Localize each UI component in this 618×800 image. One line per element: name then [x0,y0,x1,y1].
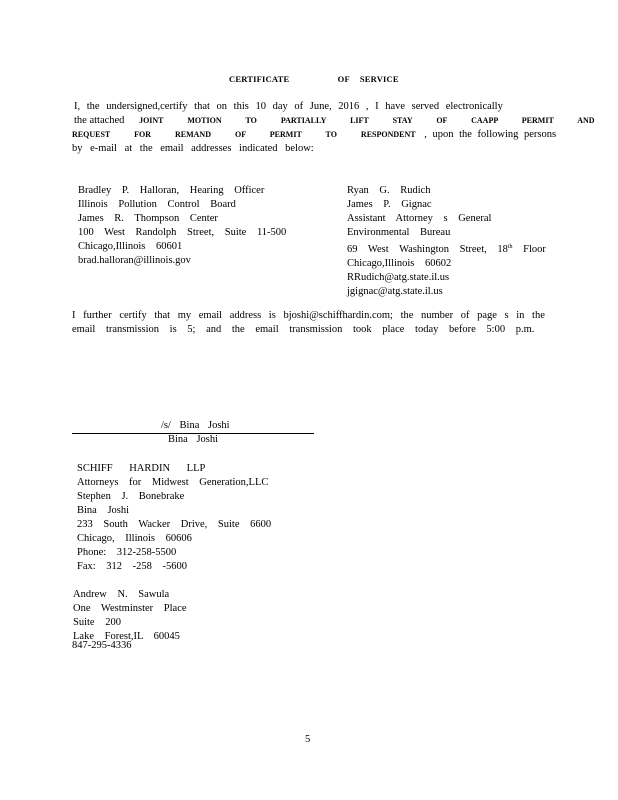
further-certify-line-2: email transmission is 5; and the email transmission took place today before 5:00 p.m. [72,324,535,335]
second-attorney-name: Andrew N. Sawula [73,589,170,600]
title-word-certificate: CERTIFICATE [229,74,290,84]
street-ordinal-suffix: th [507,244,513,250]
intro-line-2-prefix: the attached [74,115,125,126]
intro-line-2 [74,115,595,126]
recipient-email-2: jgignac@atg.state.il.us [347,286,443,297]
firm-address-block [77,462,271,574]
recipient-building: James R. Thompson Center [78,213,218,224]
firm-fax: Fax: 312 -258 -5600 [77,561,188,572]
recipient-organization: Illinois Pollution Control Board [78,199,236,210]
recipient-address-right [347,184,546,299]
certificate-title [229,74,399,84]
firm-name: SCHIFF HARDIN LLP [77,463,206,474]
firm-attorney-1: Stephen J. Bonebrake [77,491,185,502]
title-word-service: SERVICE [359,74,399,84]
recipient-address-left [78,184,286,268]
recipient-street: 100 West Randolph Street, Suite 11-500 [78,227,287,238]
electronic-signature: /s/ Bina Joshi [161,420,230,431]
street-main: 69 West Washington Street, 18 [347,244,508,255]
second-attorney-street: One Westminster Place [73,603,187,614]
recipient-name-2: James P. Gignac [347,199,432,210]
recipient-name-title: Bradley P. Halloran, Hearing Officer [78,185,265,196]
title-word-of: OF [337,74,350,84]
recipient-name-1: Ryan G. Rudich [347,185,431,196]
second-attorney-suite: Suite 200 [73,617,121,628]
recipient-email: brad.halloran@illinois.gov [78,255,191,266]
document-title-part-1: JOINT MOTION TO PARTIALLY LIFT STAY OF CAAPP PERMIT AND [139,116,595,125]
intro-line-3 [72,129,556,140]
recipient-city: Chicago,Illinois 60602 [347,258,452,269]
signatory-name: Bina Joshi [168,434,219,445]
recipient-bureau: Environmental Bureau [347,227,451,238]
intro-line-3-suffix: , upon the following persons [424,129,557,140]
recipient-email-1: RRudich@atg.state.il.us [347,272,450,283]
further-certify-line-1: I further certify that my email address is bjoshi@schiffhardin.com; the number of page s in the [72,310,545,321]
intro-line-4: by e-mail at the email addresses indicated below: [72,143,314,154]
second-attorney-block [73,588,187,644]
second-attorney-city: Lake Forest,IL 60045 [73,631,180,642]
firm-city: Chicago, Illinois 60606 [77,533,192,544]
intro-line-1: I, the undersigned,certify that on this 10 day of June, 2016 , I have served electronically [74,101,503,112]
street-floor: Floor [523,244,546,255]
firm-phone: Phone: 312-258-5500 [77,547,177,558]
page-number: 5 [305,734,311,745]
second-attorney-phone: 847-295-4336 [72,640,132,651]
recipient-street [347,240,546,257]
firm-street: 233 South Wacker Drive, Suite 6600 [77,519,272,530]
recipient-city: Chicago,Illinois 60601 [78,241,183,252]
recipient-title: Assistant Attorney s General [347,213,492,224]
document-title-part-2: REQUEST FOR REMAND OF PERMIT TO RESPONDENT [72,130,416,139]
firm-attorney-2: Bina Joshi [77,505,130,516]
firm-role: Attorneys for Midwest Generation,LLC [77,477,269,488]
